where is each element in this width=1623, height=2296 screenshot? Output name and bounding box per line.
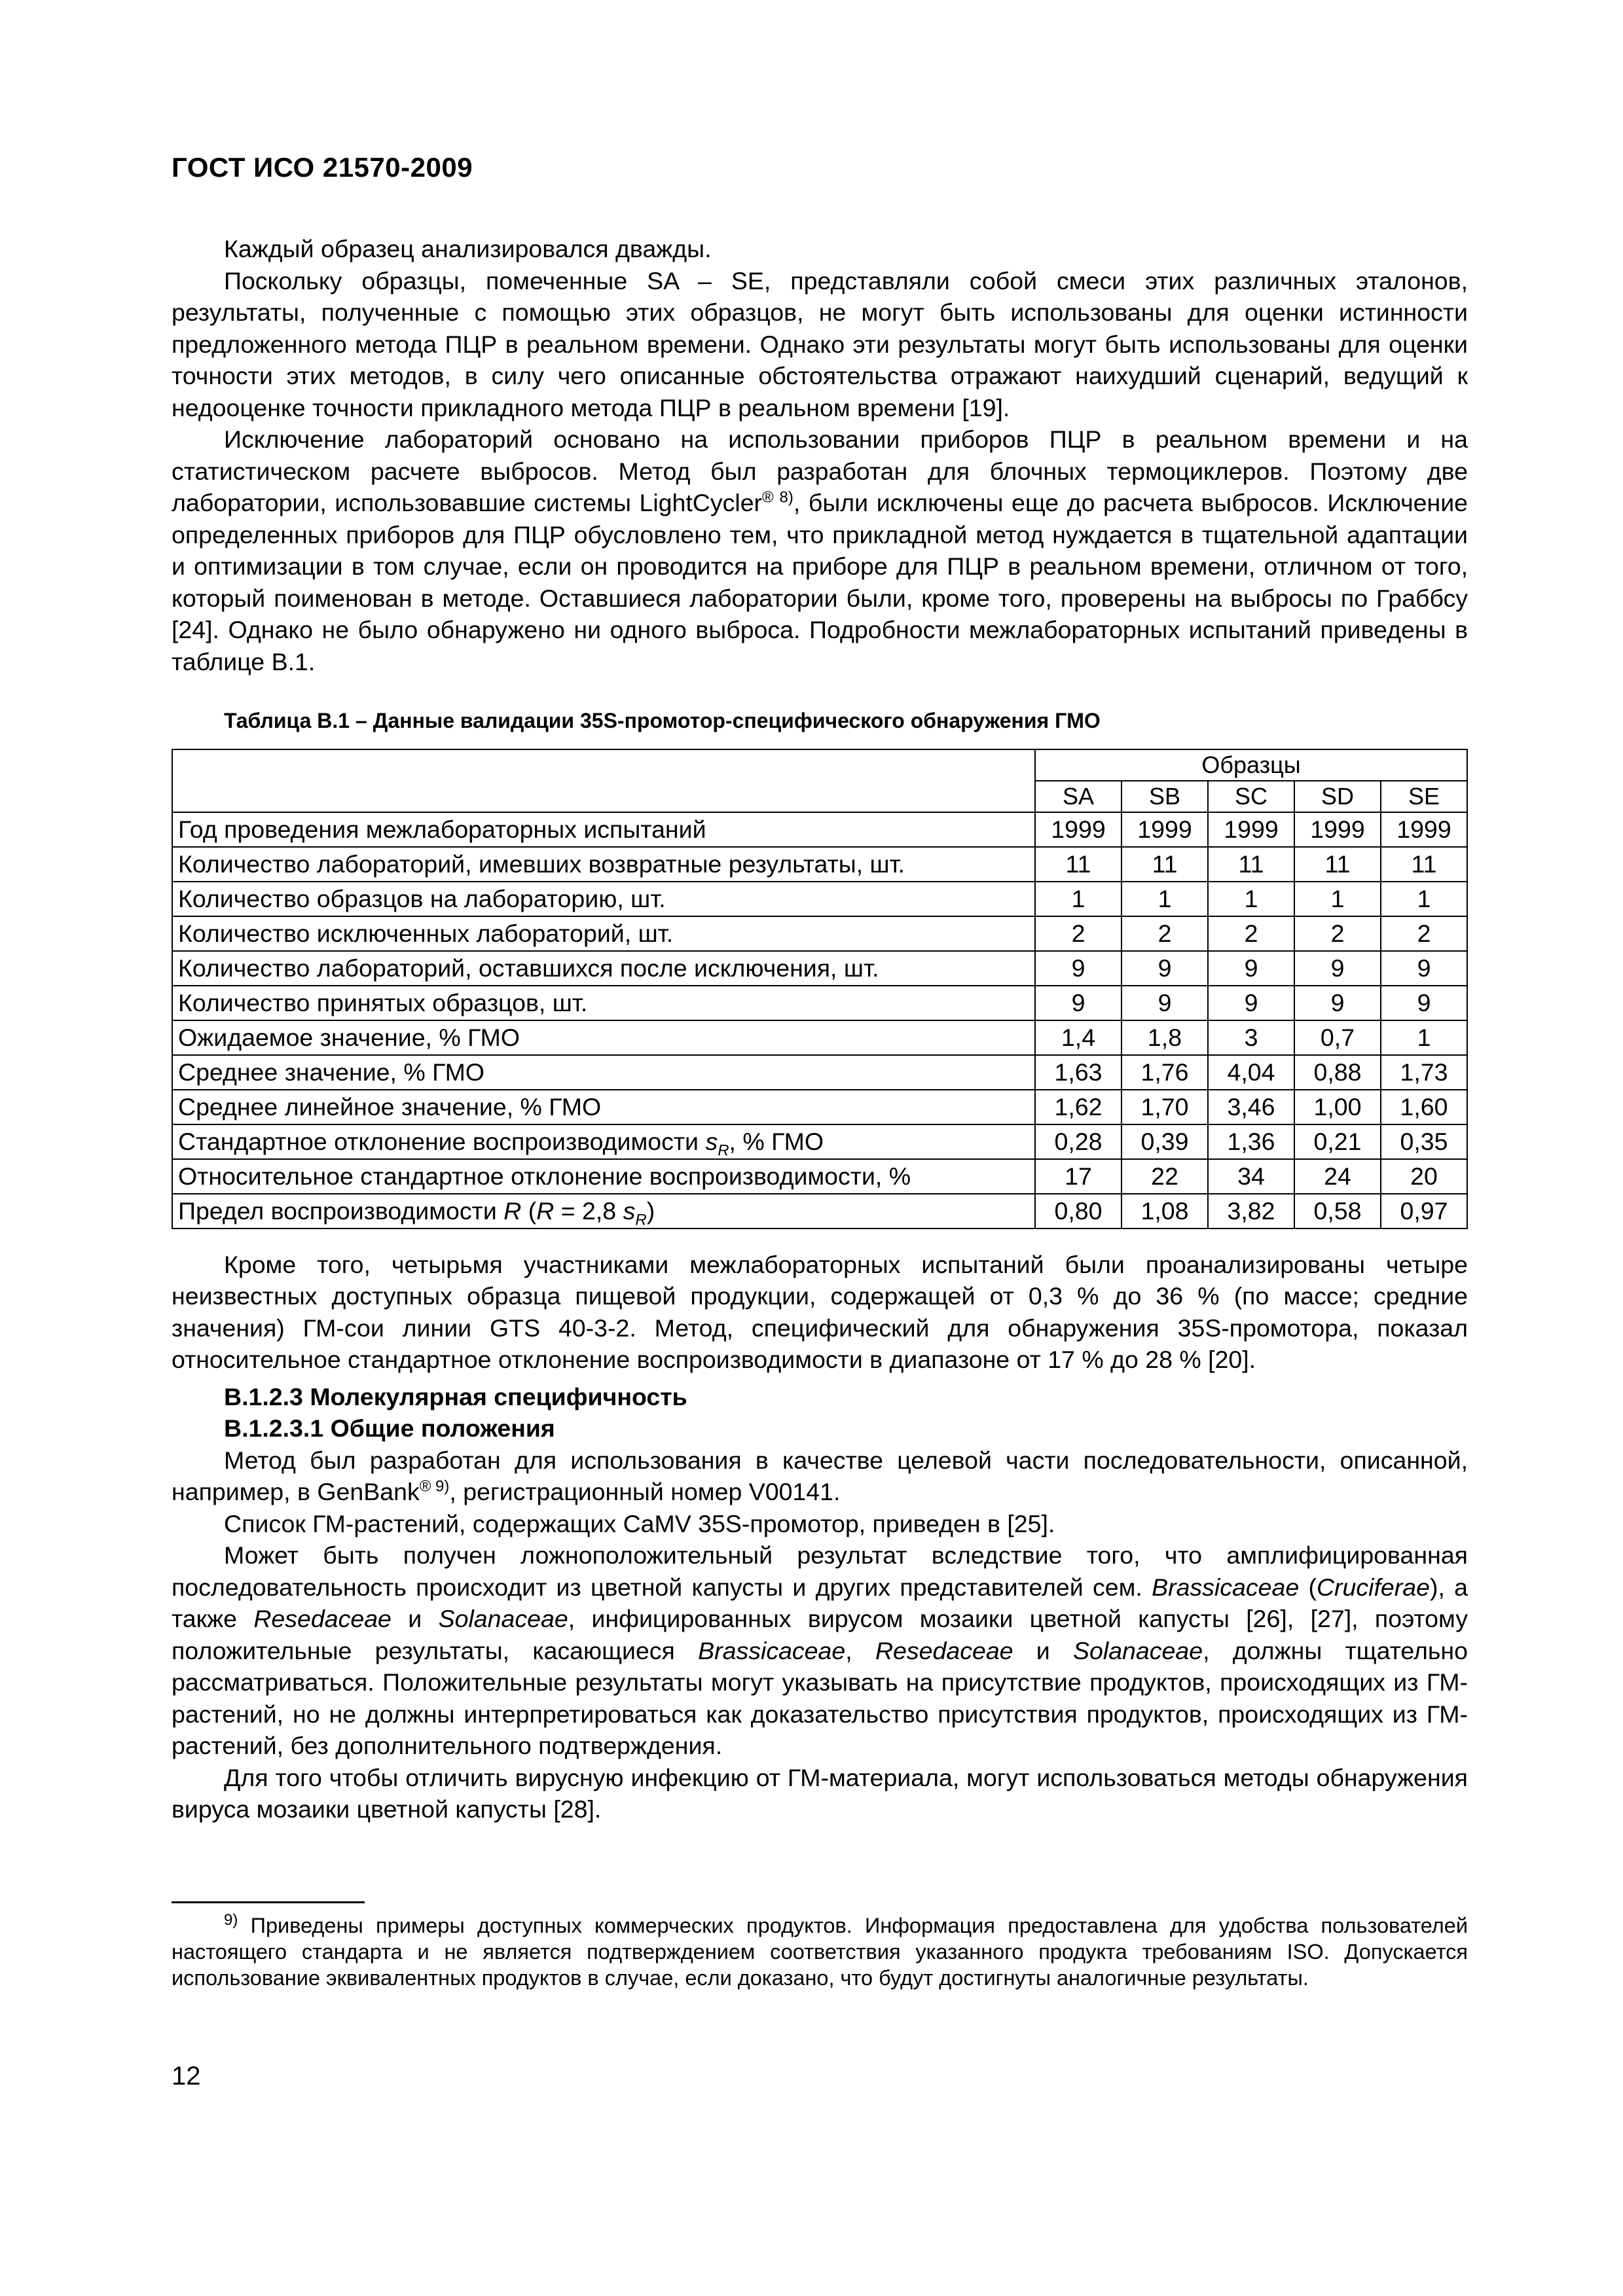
table-cell: 2 <box>1381 916 1467 951</box>
table-cell: 3,46 <box>1208 1090 1294 1124</box>
table-cell: 9 <box>1122 986 1208 1020</box>
paragraph: Каждый образец анализировался дважды. <box>224 235 712 262</box>
table-cell: 2 <box>1122 916 1208 951</box>
italic-term: Resedaceae <box>875 1636 1013 1664</box>
table-cell: 1 <box>1122 882 1208 916</box>
text-run: и <box>1013 1636 1073 1664</box>
row-label: Количество лабораторий, имевших возвратные результаты, шт. <box>172 847 1035 882</box>
italic-term: Brassicaceae <box>698 1636 846 1664</box>
paragraph: Поскольку образцы, помеченные SA – SE, представляли собой смеси этих различных эталонов, результаты, полученные с помощью этих образцов, не могут быть использованы для оценки истинности предложенного метода ПЦР в реальном времени. Однако эти результаты могут быть использованы для оценки точности этих методов, в силу чего описанные обстоятельства отражают наихудший сценарий, ведущий к недооценке точности прикладного метода ПЦР в реальном времени [19]. <box>172 266 1468 422</box>
table-row <box>172 847 1467 882</box>
table-cell: 1,63 <box>1035 1055 1122 1090</box>
footnote <box>172 1912 1468 1991</box>
row-label: Количество исключенных лабораторий, шт. <box>172 916 1035 951</box>
table-cell: 1,00 <box>1294 1090 1381 1124</box>
column-header: SC <box>1208 781 1294 812</box>
italic-symbol: R <box>536 1197 555 1225</box>
table-cell: 0,39 <box>1122 1124 1208 1159</box>
table-row <box>172 951 1467 986</box>
main-content <box>172 233 1468 1825</box>
table-cell: 1,60 <box>1381 1090 1467 1124</box>
column-header: SD <box>1294 781 1381 812</box>
document-header: ГОСТ ИСО 21570-2009 <box>172 152 473 183</box>
italic-term: Resedaceae <box>253 1605 392 1632</box>
table-cell: 1999 <box>1208 812 1294 847</box>
table-cell: 9 <box>1035 951 1122 986</box>
row-label <box>172 1194 1035 1229</box>
table-cell: 1,36 <box>1208 1124 1294 1159</box>
paragraph: Список ГМ-растений, содержащих CaMV 35S-промотор, приведен в [25]. <box>224 1509 1055 1537</box>
table-cell: 11 <box>1122 847 1208 882</box>
samples-header: Образцы <box>1035 749 1467 781</box>
table-cell: 0,28 <box>1035 1124 1122 1159</box>
table-cell: 1 <box>1035 882 1122 916</box>
table-row <box>172 1055 1467 1090</box>
table-cell: 11 <box>1381 847 1467 882</box>
row-label: Количество лабораторий, оставшихся после исключения, шт. <box>172 951 1035 986</box>
table-cell: 1 <box>1294 882 1381 916</box>
table-cell: 2 <box>1294 916 1381 951</box>
footnote-divider <box>172 1901 365 1903</box>
validation-table <box>172 749 1468 1229</box>
table-cell: 2 <box>1035 916 1122 951</box>
table-cell: 1999 <box>1122 812 1208 847</box>
table-cell: 22 <box>1122 1159 1208 1194</box>
text-run: Метод был разработан для использования в качестве целевой части последовательности, описанной, например, в GenBank <box>172 1446 1468 1505</box>
text-run: и <box>391 1605 439 1632</box>
table-cell: 9 <box>1208 986 1294 1020</box>
superscript: ® 9) <box>419 1477 450 1496</box>
italic-symbol: s <box>623 1197 636 1225</box>
table-row <box>172 1020 1467 1055</box>
text-run: Исключение лабораторий основано на использовании приборов ПЦР в реальном времени и на статистическом расчете выбросов. Метод был разработан для блочных термоциклеров. Поэтому две лаборатории, использовавшие системы LightCycler <box>172 425 1468 516</box>
table-cell: 9 <box>1035 986 1122 1020</box>
text-run: , были исключены еще до расчета выбросов. Исключение определенных приборов для ПЦР обусловлено тем, что прикладной метод нуждается в тщательной адаптации и оптимизации в том случае, если он проводится на приборе для ПЦР в реальном времени, отличном от того, который поименован в методе. Оставшиеся лаборатории были, кроме того, проверены на выбросы по Граббсу [24]. Однако не было обнаружено ни одного выброса. Подробности межлабораторных испытаний приведены в таблице В.1. <box>172 489 1468 675</box>
table-row <box>172 986 1467 1020</box>
table-cell: 1,70 <box>1122 1090 1208 1124</box>
table-cell: 1,8 <box>1122 1020 1208 1055</box>
table-cell: 2 <box>1208 916 1294 951</box>
row-label: Ожидаемое значение, % ГМО <box>172 1020 1035 1055</box>
page-number: 12 <box>172 2062 201 2090</box>
row-label: Относительное стандартное отклонение воспроизводимости, % <box>172 1159 1035 1194</box>
table-cell: 1 <box>1381 882 1467 916</box>
table-cell: 9 <box>1381 951 1467 986</box>
table-cell: 11 <box>1294 847 1381 882</box>
text-run: , % ГМО <box>729 1128 824 1155</box>
table-header-row <box>172 749 1467 781</box>
table-cell: 1,62 <box>1035 1090 1122 1124</box>
subscript: R <box>635 1211 647 1229</box>
text-run: ) <box>646 1197 655 1225</box>
row-label <box>172 1124 1035 1159</box>
row-label: Количество образцов на лабораторию, шт. <box>172 882 1035 916</box>
table-cell: 20 <box>1381 1159 1467 1194</box>
section-heading: В.1.2.3 Молекулярная специфичность <box>224 1382 687 1410</box>
text-run: Может быть получен ложноположительный результат вследствие того, что амплифицированная последовательность происходит из цветной капусты и других представителей сем. <box>172 1541 1468 1601</box>
table-cell: 0,80 <box>1035 1194 1122 1229</box>
table-caption: Таблица В.1 – Данные валидации 35S-промотор-специфического обнаружения ГМО <box>224 709 1101 732</box>
superscript: ® 8) <box>762 488 793 507</box>
column-header: SB <box>1122 781 1208 812</box>
text-run: , <box>845 1636 875 1664</box>
italic-term: Solanaceae <box>1073 1636 1203 1664</box>
table-cell: 11 <box>1208 847 1294 882</box>
paragraph <box>172 1444 1468 1508</box>
table-cell: 3,82 <box>1208 1194 1294 1229</box>
table-row <box>172 882 1467 916</box>
table-cell: 11 <box>1035 847 1122 882</box>
table-cell: 9 <box>1122 951 1208 986</box>
italic-symbol: s <box>705 1128 718 1155</box>
table-cell: 1999 <box>1035 812 1122 847</box>
table-cell: 34 <box>1208 1159 1294 1194</box>
subsection-heading: В.1.2.3.1 Общие положения <box>224 1414 555 1442</box>
table-cell: 1,73 <box>1381 1055 1467 1090</box>
table-row <box>172 1159 1467 1194</box>
column-header: SE <box>1381 781 1467 812</box>
text-run: ( <box>521 1197 537 1225</box>
table-cell: 1,4 <box>1035 1020 1122 1055</box>
table-cell: 3 <box>1208 1020 1294 1055</box>
text-run: ), а также <box>172 1573 1468 1632</box>
table-cell: 1,08 <box>1122 1194 1208 1229</box>
paragraph: Для того чтобы отличить вирусную инфекцию от ГМ-материала, могут использоваться методы обнаружения вируса мозаики цветной капусты [28]. <box>172 1763 1468 1823</box>
text-run: , должны тщательно рассматриваться. Положительные результаты могут указывать на присутствие продуктов, происходящих из ГМ-растений, но не должны интерпретироваться как доказательство присутствия продуктов, происходящих из ГМ-растений, без дополнительного подтверждения. <box>172 1636 1468 1759</box>
table-cell: 9 <box>1208 951 1294 986</box>
text-run: , инфицированных вирусом мозаики цветной капусты [26], [27], поэтому положительные результаты, касающиеся <box>172 1605 1468 1664</box>
table-cell: 1999 <box>1294 812 1381 847</box>
italic-term: Cruciferae <box>1316 1573 1430 1601</box>
row-label: Год проведения межлабораторных испытаний <box>172 812 1035 847</box>
table-row <box>172 916 1467 951</box>
text-run: Предел воспроизводимости <box>178 1197 504 1225</box>
row-label: Среднее значение, % ГМО <box>172 1055 1035 1090</box>
italic-term: Solanaceae <box>438 1605 568 1632</box>
paragraph <box>172 1539 1468 1762</box>
table-cell: 0,21 <box>1294 1124 1381 1159</box>
table-cell: 24 <box>1294 1159 1381 1194</box>
paragraph <box>172 423 1468 677</box>
italic-symbol: R <box>503 1197 522 1225</box>
footnote-marker: 9) <box>224 1911 238 1929</box>
italic-term: Brassicaceae <box>1152 1573 1300 1601</box>
table-cell: 9 <box>1294 986 1381 1020</box>
table-cell: 0,58 <box>1294 1194 1381 1229</box>
table-cell: 1 <box>1381 1020 1467 1055</box>
table-cell: 0,35 <box>1381 1124 1467 1159</box>
table-cell: 4,04 <box>1208 1055 1294 1090</box>
row-label: Количество принятых образцов, шт. <box>172 986 1035 1020</box>
table-cell: 0,7 <box>1294 1020 1381 1055</box>
column-header: SA <box>1035 781 1122 812</box>
row-label: Среднее линейное значение, % ГМО <box>172 1090 1035 1124</box>
table-cell: 0,88 <box>1294 1055 1381 1090</box>
table-row <box>172 812 1467 847</box>
table-row <box>172 1124 1467 1159</box>
text-run: ( <box>1299 1573 1317 1601</box>
table-cell: 0,97 <box>1381 1194 1467 1229</box>
table-row <box>172 1194 1467 1229</box>
table-cell: 1,76 <box>1122 1055 1208 1090</box>
table-cell: 9 <box>1381 986 1467 1020</box>
table-cell: 1 <box>1208 882 1294 916</box>
table-cell: 9 <box>1294 951 1381 986</box>
text-run: , регистрационный номер V00141. <box>449 1478 841 1505</box>
table-corner-cell <box>172 749 1035 812</box>
subscript: R <box>718 1141 729 1160</box>
table-row <box>172 1090 1467 1124</box>
table-cell: 1999 <box>1381 812 1467 847</box>
text-run: = 2,8 <box>554 1197 623 1225</box>
paragraph: Кроме того, четырьмя участниками межлабораторных испытаний были проанализированы четыре неизвестных доступных образца пищевой продукции, содержащей от 0,3 % до 36 % (по массе; средние значения) ГМ-сои линии GTS 40-3-2. Метод, специфический для обнаружения 35S-промотора, показал относительное стандартное отклонение воспроизводимости в диапазоне от 17 % до 28 % [20]. <box>172 1250 1468 1373</box>
table-cell: 17 <box>1035 1159 1122 1194</box>
text-run: Стандартное отклонение воспроизводимости <box>178 1128 706 1155</box>
footnote-text: Приведены примеры доступных коммерческих продуктов. Информация предоставлена для удобства пользователей настоящего стандарта и не является подтверждением соответствия указанного продукта требованиям ISO. Допускается использование эквивалентных продуктов в случае, если доказано, что будут достигнуты аналогичные результаты. <box>172 1914 1468 1990</box>
